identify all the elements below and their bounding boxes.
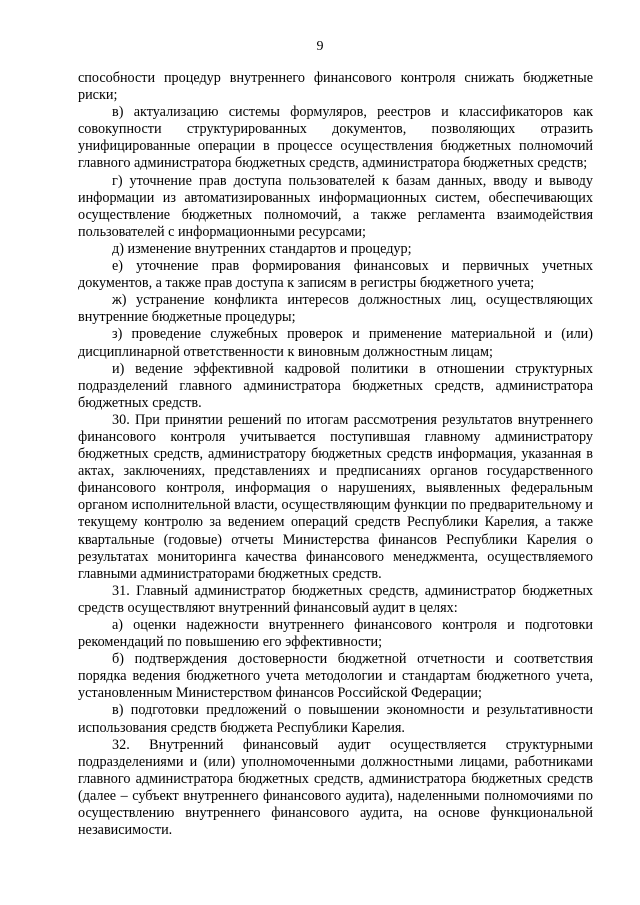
paragraph-31: 31. Главный администратор бюджетных средств, администратор бюджетных средств осуществляют внутренний финансовый аудит в целях:: [78, 582, 593, 616]
paragraph-31-v: в) подготовки предложений о повышении экономности и результативности использования средств бюджета Республики Карелия.: [78, 702, 593, 736]
document-body: [78, 70, 593, 839]
paragraph-item-d: д) изменение внутренних стандартов и процедур;: [112, 240, 412, 257]
paragraph-31-b: б) подтверждения достоверности бюджетной отчетности и соответствия порядка ведения бюджетного учета методологии и стандартам бюджетного учета, установленным Министерством финансов Российской Федерации;: [78, 651, 593, 702]
paragraph-30: 30. При принятии решений по итогам рассмотрения результатов внутреннего финансового контроля учитывается поступившая главному администратору бюджетных средств, администратору бюджетных средств информация, указанная в актах, заключениях, представлениях и предписаниях органов государственного финансового контроля, информация о нарушениях, выявленных федеральным органом исполнительной власти, осуществляющим функции по предварительному и текущему контролю за ведением операций средств Республики Карелия, а также квартальные (годовые) отчеты Министерства финансов Республики Карелия о результатах мониторинга качества финансового менеджмента, осуществляемого главными администраторами бюджетных средств.: [78, 411, 593, 582]
paragraph-item-g: г) уточнение прав доступа пользователей к базам данных, вводу и выводу информации из автоматизированных информационных систем, обеспечивающих осуществление бюджетных полномочий, а также регламента взаимодействия пользователей с информационными ресурсами;: [78, 172, 593, 240]
paragraph-item-v: в) актуализацию системы формуляров, реестров и классификаторов как совокупности структурированных документов, позволяющих отразить унифицированные операции в процессе осуществления бюджетных полномочий главного администратора бюджетных средств, администратора бюджетных средств;: [78, 104, 593, 172]
paragraph-32: 32. Внутренний финансовый аудит осуществляется структурными подразделениями и (или) уполномоченными должностными лицами, работниками главного администратора бюджетных средств, администратора бюджетных средств (далее – субъект внутреннего финансового аудита), наделенными полномочиями по осуществлению внутреннего финансового аудита, на основе функциональной независимости.: [78, 736, 593, 839]
paragraph-item-zh: ж) устранение конфликта интересов должностных лиц, осуществляющих внутренние бюджетные процедуры;: [78, 292, 593, 326]
paragraph-item-e: е) уточнение прав формирования финансовых и первичных учетных документов, а также прав доступа к записям в регистры бюджетного учета;: [78, 258, 593, 292]
paragraph-item-z: з) проведение служебных проверок и применение материальной и (или) дисциплинарной ответственности к виновным должностным лицам;: [78, 326, 593, 360]
paragraph-31-a: а) оценки надежности внутреннего финансового контроля и подготовки рекомендаций по повышению его эффективности;: [78, 617, 593, 651]
paragraph-item-i: и) ведение эффективной кадровой политики в отношении структурных подразделений главного администратора бюджетных средств, администратора бюджетных средств.: [78, 360, 593, 411]
paragraph-continuation: способности процедур внутреннего финансового контроля снижать бюджетные риски;: [78, 70, 593, 104]
page-number: 9: [316, 39, 324, 54]
